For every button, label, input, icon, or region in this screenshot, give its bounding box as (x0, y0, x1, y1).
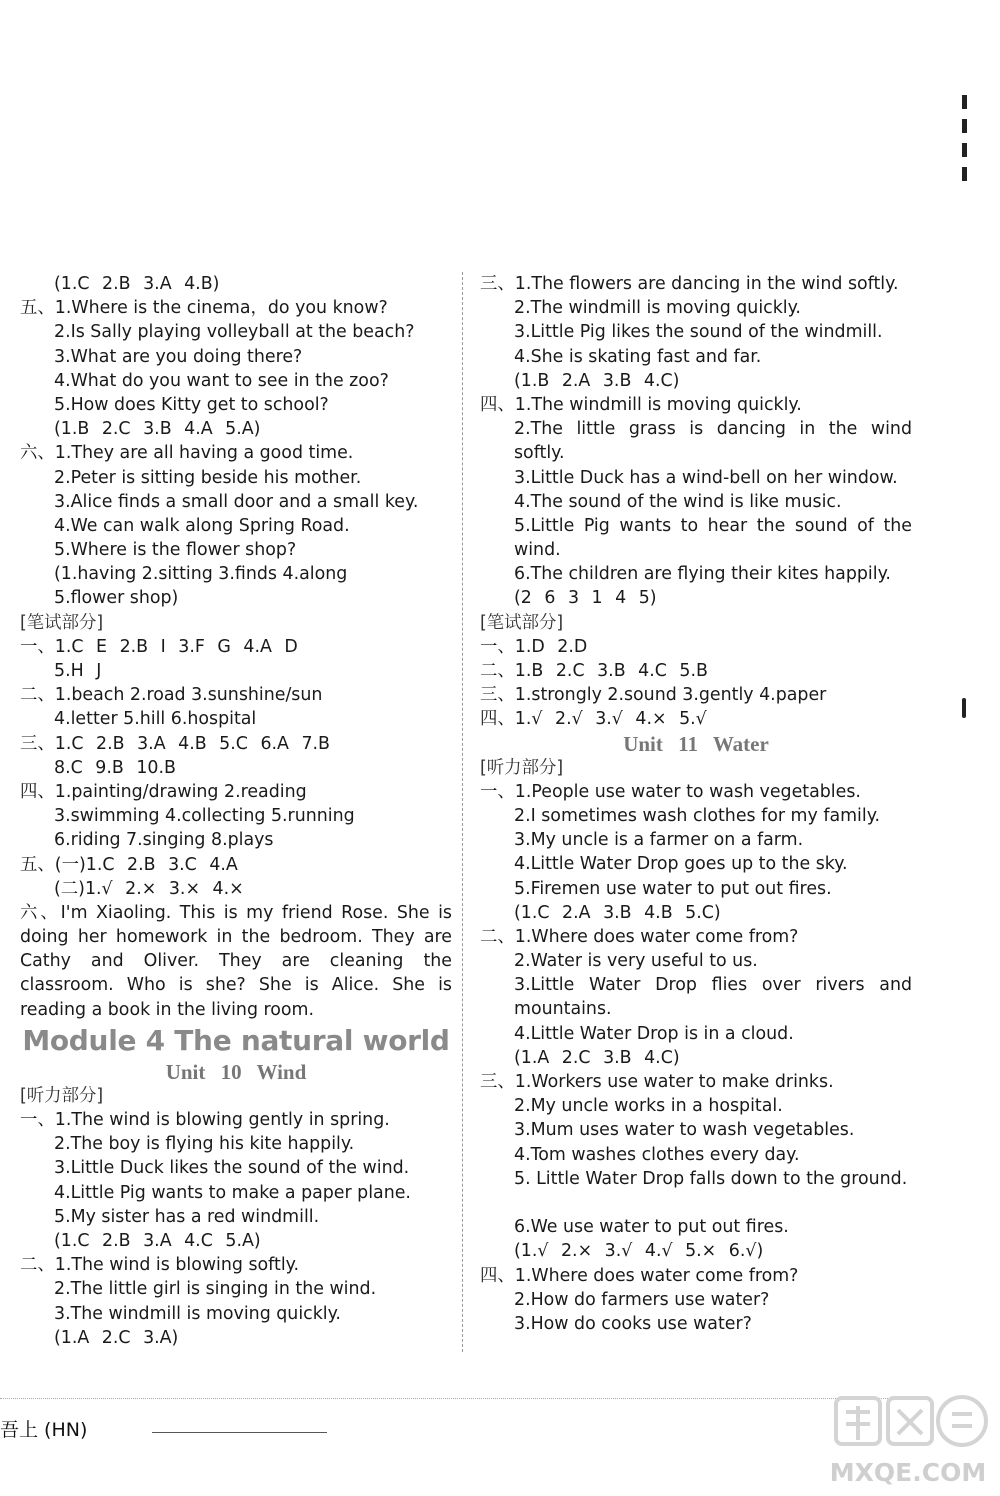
answer-line (480, 949, 912, 973)
answer-line (480, 320, 912, 344)
answer-text: 1.The wind is blowing softly. (54, 1255, 299, 1276)
answer-text: 1.painting/drawing 2.reading (54, 781, 307, 802)
answer-line (480, 296, 912, 320)
answer-text: 3.Little Water Drop flies over rivers and mountains. (514, 975, 912, 1020)
answer-line (480, 272, 912, 296)
answer-text: 3.My uncle is a farmer on a farm. (514, 830, 804, 851)
question-number: 五、 (20, 298, 55, 319)
answer-line (20, 466, 452, 490)
section-label (480, 611, 912, 635)
question-number: 一、 (480, 781, 515, 802)
answer-text: 1.Workers use water to make drinks. (514, 1072, 834, 1093)
left-column (20, 272, 452, 1350)
answer-line (20, 393, 452, 417)
answer-line (20, 514, 452, 538)
answer-text: 1.D 2.D (514, 636, 588, 657)
answer-text: 5. Little Water Drop falls down to the ground. (514, 1168, 908, 1189)
answer-line (20, 417, 452, 441)
question-number: 四、 (480, 709, 515, 730)
answer-line (480, 1288, 912, 1312)
answer-text: 3.Little Duck has a wind-bell on her window. (514, 467, 898, 488)
answer-text: 5.How does Kitty get to school? (54, 394, 329, 415)
answer-text: 2.The little grass is dancing in the wind softly. (514, 419, 912, 464)
question-number: 三、 (480, 685, 515, 706)
answer-line (480, 562, 912, 586)
answer-line (480, 1070, 912, 1094)
answer-line (20, 659, 452, 683)
answer-line (20, 853, 452, 877)
answer-text: 6.The children are flying their kites happily. (514, 564, 891, 585)
answer-text: 4.We can walk along Spring Road. (54, 515, 350, 536)
answer-line (20, 562, 452, 586)
answer-text: 1.Where does water come from? (514, 1265, 799, 1286)
answer-line (480, 707, 912, 731)
question-number: 一、 (480, 636, 515, 657)
answer-line (480, 1143, 912, 1167)
answer-text: (1.A 2.C 3.A) (54, 1327, 179, 1348)
answer-line (20, 1205, 452, 1229)
question-number: 六、 (20, 443, 55, 464)
answer-text: 2.I sometimes wash clothes for my family. (514, 805, 881, 826)
answer-text: 2.How do farmers use water? (514, 1289, 770, 1310)
answer-line (480, 683, 912, 707)
answer-text: 5.Where is the flower shop? (54, 540, 297, 561)
answer-line (480, 635, 912, 659)
answer-line (480, 1022, 912, 1046)
answer-line (20, 320, 452, 344)
footer-rule (152, 1432, 327, 1433)
answer-text: (1.C 2.B 3.A 4.B) (54, 274, 220, 294)
answer-line (480, 877, 912, 901)
answer-line (20, 272, 452, 296)
answer-text: (1.B 2.C 3.B 4.A 5.A) (54, 419, 261, 440)
answer-line (20, 369, 452, 393)
answer-line (480, 514, 912, 562)
answer-line (20, 635, 452, 659)
answer-line (480, 780, 912, 804)
answer-line (480, 1046, 912, 1070)
answer-line (20, 538, 452, 562)
module-heading: Module 4 The natural world (22, 1023, 450, 1057)
answer-text: 1.C 2.B 3.A 4.B 5.C 6.A 7.B (54, 733, 330, 754)
answer-text: 3.Mum uses water to wash vegetables. (514, 1120, 855, 1141)
answer-line (480, 852, 912, 876)
answer-line (480, 1312, 912, 1336)
answer-line (480, 586, 912, 610)
answer-line (20, 1277, 452, 1301)
answer-line (480, 369, 912, 393)
answer-line (480, 659, 912, 683)
question-number: 一、 (20, 1110, 55, 1131)
answer-text: (二)1.√ 2.× 3.× 4.× (54, 878, 244, 899)
answer-text: (1.A 2.C 3.B 4.C) (514, 1047, 680, 1068)
answer-text: 4.She is skating fast and far. (514, 346, 762, 367)
answer-text: 1.Where does water come from? (514, 926, 799, 947)
question-number: 三、 (480, 274, 515, 294)
unit-heading: Unit 11 Water (623, 731, 769, 756)
answer-text: 1.C E 2.B I 3.F G 4.A D (54, 636, 298, 657)
answer-text: 4.The sound of the wind is like music. (514, 491, 842, 512)
answer-line (20, 345, 452, 369)
answer-text: (1.√ 2.× 3.√ 4.√ 5.× 6.√) (514, 1241, 764, 1262)
answer-text: [听力部分] (480, 757, 564, 778)
answer-text: 1.People use water to wash vegetables. (514, 781, 861, 802)
answer-text: 4.Little Water Drop goes up to the sky. (514, 854, 848, 875)
answer-text: 1.B 2.C 3.B 4.C 5.B (514, 661, 708, 682)
answer-line (20, 1156, 452, 1180)
answer-line (480, 1239, 912, 1263)
answer-text: 4.What do you want to see in the zoo? (54, 370, 389, 391)
edge-mark (962, 698, 966, 718)
answer-line (480, 417, 912, 465)
question-number: 一、 (20, 636, 55, 657)
answer-line (20, 877, 452, 901)
answer-line (480, 393, 912, 417)
answer-text: (1.C 2.B 3.A 4.C 5.A) (54, 1231, 261, 1252)
answer-line (20, 1229, 452, 1253)
answer-text: 5.flower shop) (54, 588, 179, 609)
answer-line (20, 804, 452, 828)
answer-text: 3.swimming 4.collecting 5.running (54, 806, 355, 827)
answer-text: 4.Little Pig wants to make a paper plane. (54, 1182, 411, 1203)
answer-line (480, 1215, 912, 1239)
answer-line (480, 1167, 912, 1215)
answer-line (20, 1253, 452, 1277)
column-divider (462, 272, 463, 1352)
answer-text: [笔试部分] (20, 612, 104, 633)
answer-line (20, 756, 452, 780)
answer-text: 2.Water is very useful to us. (514, 951, 758, 972)
answer-line (20, 828, 452, 852)
answer-text: 1.The windmill is moving quickly. (514, 394, 802, 415)
question-number: 五、 (20, 854, 55, 875)
answer-text: 2.Is Sally playing volleyball at the beach? (54, 322, 415, 343)
section-label (20, 611, 452, 635)
answer-text: [笔试部分] (480, 612, 564, 633)
footer-dotted-line (0, 1398, 910, 1399)
answer-text: 1.The flowers are dancing in the wind softly. (514, 274, 899, 294)
answer-line (480, 1118, 912, 1142)
answer-line (480, 925, 912, 949)
answer-line (480, 1094, 912, 1118)
answer-text: 4.letter 5.hill 6.hospital (54, 709, 257, 730)
watermark-text: MXQE.COM (829, 1458, 987, 1487)
footer-label: 吾上 (HN) (0, 1419, 88, 1441)
answer-text: 4.Tom washes clothes every day. (514, 1144, 800, 1165)
answer-line (20, 707, 452, 731)
answer-text: 1.They are all having a good time. (54, 443, 354, 464)
answer-line (20, 296, 452, 320)
question-number: 三、 (20, 733, 55, 754)
answer-text: 6.We use water to put out fires. (514, 1217, 789, 1238)
answer-text: 1.beach 2.road 3.sunshine/sun (54, 685, 323, 706)
answer-line (480, 901, 912, 925)
answer-text: 2.The boy is flying his kite happily. (54, 1134, 355, 1155)
answer-line (20, 683, 452, 707)
answer-text: 1.The wind is blowing gently in spring. (54, 1110, 390, 1131)
answer-line (20, 1132, 452, 1156)
answer-text: 3.Alice finds a small door and a small key. (54, 491, 419, 512)
answer-text: 2.The little girl is singing in the wind. (54, 1279, 377, 1300)
answer-line (20, 1181, 452, 1205)
answer-line (20, 732, 452, 756)
answer-paragraph: 六、I'm Xiaoling. This is my friend Rose. She is doing her homework in the bedroom. They are Cathy and Oliver. They are cleaning the classroom. Who is she? She is Alice. She is reading a book in the living room. (20, 902, 452, 1020)
answer-text: 5.Firemen use water to put out fires. (514, 878, 832, 899)
answer-line (20, 780, 452, 804)
answer-line (480, 466, 912, 490)
answer-text: [听力部分] (20, 1085, 104, 1106)
answer-text: 3.What are you doing there? (54, 346, 303, 367)
answer-line (480, 1264, 912, 1288)
answer-text: (一)1.C 2.B 3.C 4.A (54, 854, 238, 875)
answer-text: 1.Where is the cinema，do you know? (54, 298, 388, 319)
answer-text: 8.C 9.B 10.B (54, 757, 176, 778)
unit-heading: Unit 10 Wind (165, 1059, 307, 1084)
question-number: 四、 (480, 1265, 515, 1286)
question-number: 三、 (480, 1072, 515, 1093)
question-number: 二、 (480, 661, 515, 682)
answer-text: 1.strongly 2.sound 3.gently 4.paper (514, 685, 827, 706)
question-number: 四、 (480, 394, 515, 415)
answer-text: 4.Little Water Drop is in a cloud. (514, 1023, 794, 1044)
question-number: 二、 (480, 926, 515, 947)
section-label (20, 1084, 452, 1108)
answer-text: 2.The windmill is moving quickly. (514, 298, 801, 319)
answer-text: 3.Little Pig likes the sound of the windmill. (514, 322, 883, 343)
answer-text: (1.C 2.A 3.B 4.B 5.C) (514, 902, 721, 923)
answer-line (480, 490, 912, 514)
section-label (480, 756, 912, 780)
answer-line (20, 1326, 452, 1350)
answer-text: 1.√ 2.√ 3.√ 4.× 5.√ (514, 709, 707, 730)
answer-text: 5.My sister has a red windmill. (54, 1206, 320, 1227)
answer-line (20, 586, 452, 610)
answer-text: 3.How do cooks use water? (514, 1313, 752, 1334)
answer-line (480, 345, 912, 369)
answer-text: 5.Little Pig wants to hear the sound of the wind. (514, 515, 912, 561)
answer-line (480, 828, 912, 852)
answer-text: 3.The windmill is moving quickly. (54, 1303, 341, 1324)
answer-line (480, 973, 912, 1021)
answer-line (20, 490, 452, 514)
question-number: 四、 (20, 781, 55, 802)
answer-text: (1.B 2.A 3.B 4.C) (514, 370, 680, 391)
question-number: 二、 (20, 1255, 55, 1276)
question-number: 二、 (20, 685, 55, 706)
binding-edge-marks (962, 95, 967, 185)
answer-text: 2.My uncle works in a hospital. (514, 1096, 783, 1117)
answer-text: 5.H J (54, 661, 102, 681)
answer-line (480, 804, 912, 828)
answer-text: 6.riding 7.singing 8.plays (54, 830, 274, 851)
answer-text: (1.having 2.sitting 3.finds 4.along (54, 564, 348, 585)
right-column (480, 272, 912, 1336)
answer-text: (2 6 3 1 4 5) (514, 588, 657, 609)
answer-line (20, 1108, 452, 1132)
answer-text: 2.Peter is sitting beside his mother. (54, 467, 362, 488)
watermark-logo (822, 1392, 994, 1492)
answer-line (20, 441, 452, 465)
answer-line (20, 1302, 452, 1326)
answer-text: 3.Little Duck likes the sound of the wind. (54, 1158, 410, 1179)
